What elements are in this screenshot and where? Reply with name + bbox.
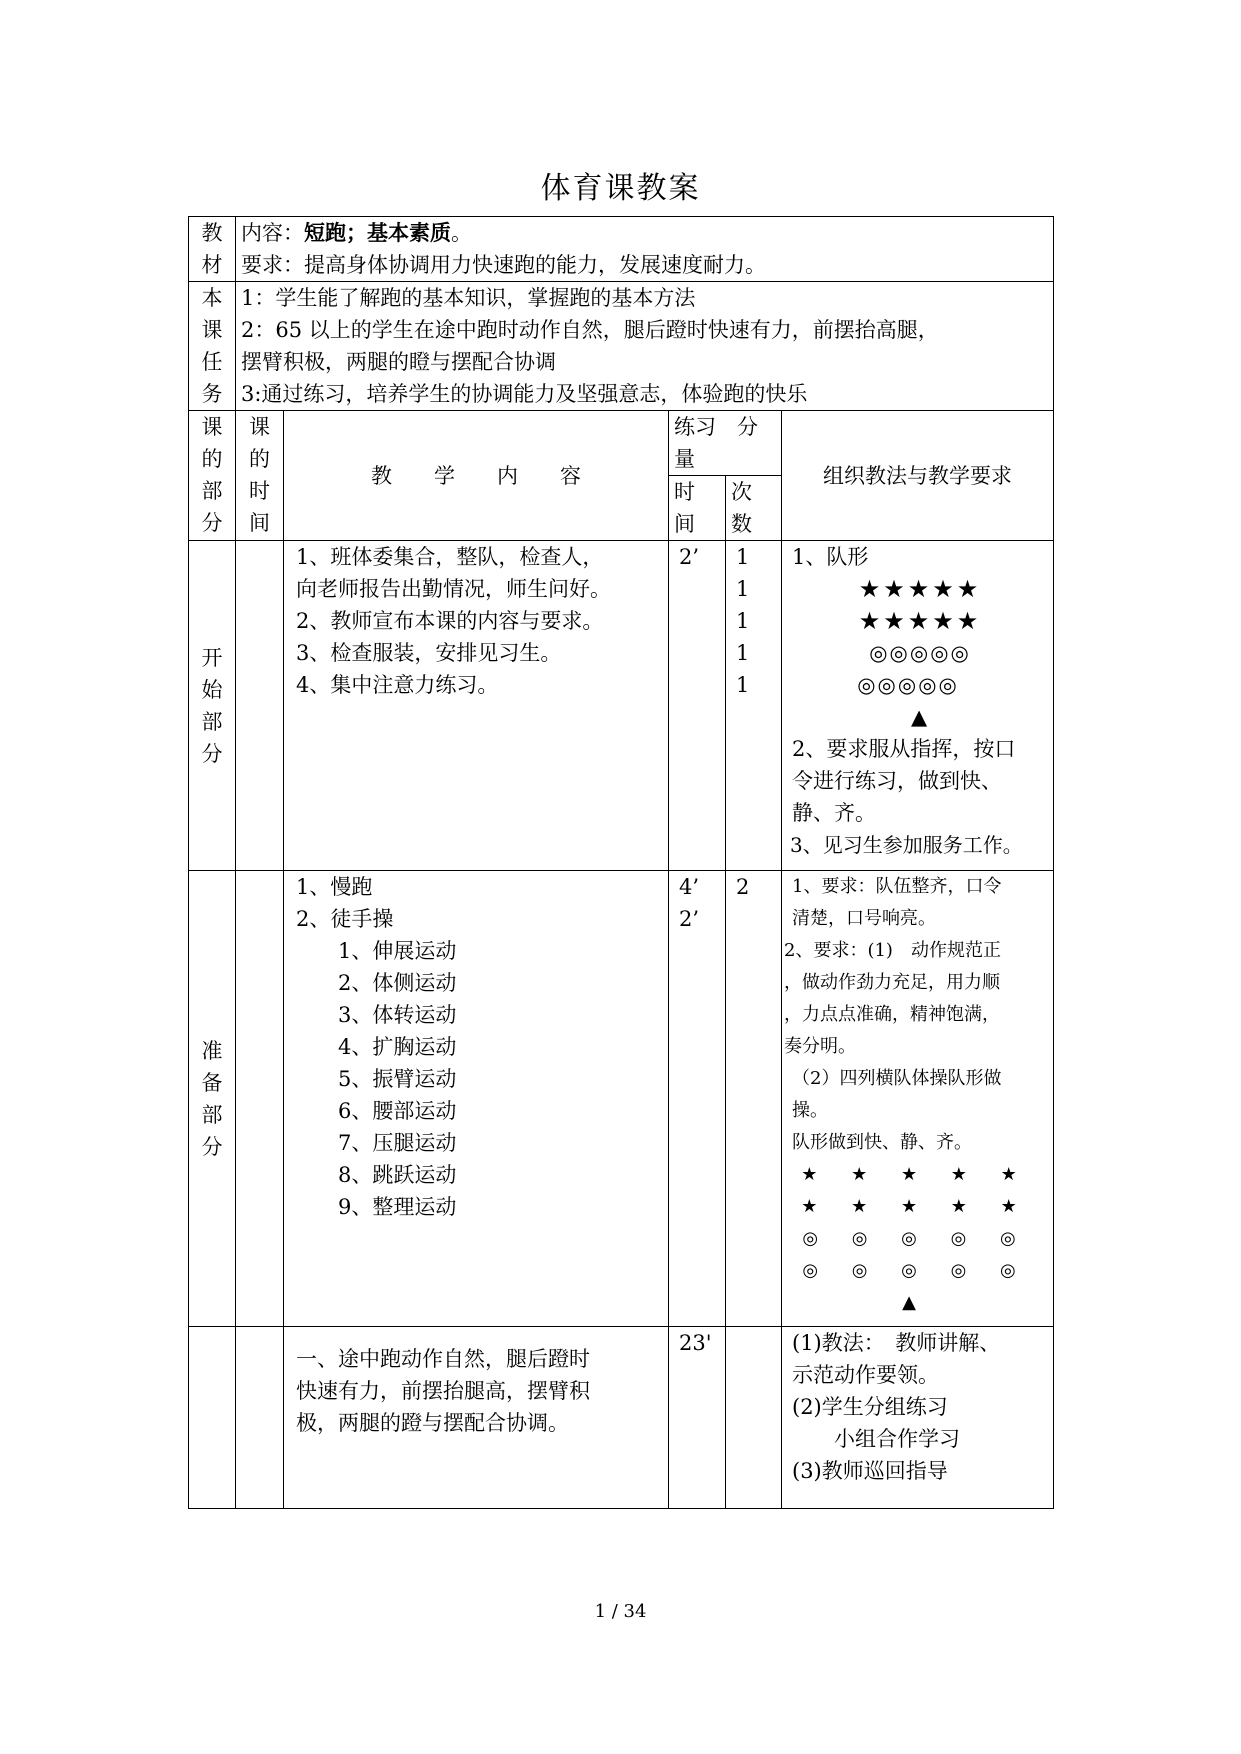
basic-part-label <box>189 1327 236 1509</box>
material-label: 教 材 <box>189 217 236 282</box>
prep-section-row <box>189 871 1054 1327</box>
formation-row-stars: ★ ★ ★ ★ ★ <box>801 1164 1031 1185</box>
prep-organization: 1、要求：队伍整齐，口令 清楚，口号响亮。 2、要求：(1) 动作规范正 ，做动作劲力充足，用力顺 ，力点点准确，精神饱满， 奏分明。 （2）四列横队体操队形做 操。 队形做到快、静、齐。 ★ ★ ★ ★ ★ ★ ★ ★ ★ ★ ◎ ◎ ◎ ◎ ◎ ◎ ◎ ◎ ◎ ◎ ▲ <box>782 871 1054 1327</box>
basic-duration: 23' <box>669 1327 726 1509</box>
start-part-label: 开 始 部 分 <box>189 541 236 871</box>
formation-row-circles: ◎ ◎ ◎ ◎ ◎ <box>802 1260 1030 1281</box>
header-count: 次 数 <box>726 476 782 541</box>
formation-row-stars: ★★★★★ <box>858 575 982 603</box>
tasks-label: 本 课 任 务 <box>189 282 236 411</box>
header-content: 教 学 内 容 <box>284 411 669 541</box>
header-organization: 组织教法与教学要求 <box>782 411 1054 541</box>
material-content: 内容：短跑；基本素质。 要求：提高身体协调用力快速跑的能力，发展速度耐力。 <box>236 217 1054 282</box>
start-section-row <box>189 541 1054 871</box>
prep-counts: 2 <box>726 871 782 1327</box>
formation-row-circles: ◎ ◎ ◎ ◎ ◎ <box>802 1228 1030 1249</box>
page-number: 1 / 34 <box>594 1601 647 1622</box>
prep-duration: 4’ 2’ <box>669 871 726 1327</box>
basic-organization: (1)教法： 教师讲解、 示范动作要领。 (2)学生分组练习 小组合作学习 (3)教师巡回指导 <box>782 1327 1054 1509</box>
header-duration: 时 间 <box>669 476 726 541</box>
teacher-triangle-icon: ▲ <box>902 1292 930 1313</box>
teacher-triangle-icon: ▲ <box>910 705 930 729</box>
page-title: 体育课教案 <box>540 171 701 206</box>
tasks-content: 1：学生能了解跑的基本知识，掌握跑的基本方法 2：65 以上的学生在途中跑时动作自然，腿后蹬时快速有力，前摆抬高腿， 摆臂积极，两腿的瞪与摆配合协调 3:通过练习，培养学生的协调能力及坚强意志，体验跑的快乐 <box>236 282 1054 411</box>
header-row <box>189 411 1054 476</box>
tasks-row <box>189 282 1054 411</box>
prep-time-cell <box>236 871 284 1327</box>
start-organization: 1、队形 ★★★★★ ★★★★★ ◎◎◎◎◎ ◎◎◎◎◎ ▲ 2、要求服从指挥，按口 令进行练习，做到快、 静、齐。 3、见习生参加服务工作。 <box>782 541 1054 871</box>
formation-row-circles: ◎◎◎◎◎ <box>857 673 959 697</box>
material-row <box>189 217 1054 282</box>
formation-row-stars: ★ ★ ★ ★ ★ <box>801 1196 1031 1217</box>
formation-row-stars: ★★★★★ <box>858 607 982 635</box>
prep-content: 1、慢跑 2、徒手操 1、伸展运动 2、体侧运动 3、体转运动 4、扩胸运动 5、振臂运动 6、腰部运动 7、压腿运动 8、跳跃运动 9、整理运动 <box>284 871 669 1327</box>
basic-content: 一、途中跑动作自然，腿后蹬时 快速有力，前摆抬腿高，摆臂积 极，两腿的蹬与摆配合协调。 <box>284 1327 669 1509</box>
start-time-cell <box>236 541 284 871</box>
header-time: 课 的 时 间 <box>236 411 284 541</box>
prep-part-label: 准 备 部 分 <box>189 871 236 1327</box>
basic-time-cell <box>236 1327 284 1509</box>
header-part: 课 的 部 分 <box>189 411 236 541</box>
basic-counts <box>726 1327 782 1509</box>
start-counts: 1 1 1 1 1 <box>726 541 782 871</box>
start-content: 1、班体委集合，整队，检查人， 向老师报告出勤情况，师生问好。 2、教师宣布本课的内容与要求。 3、检查服装，安排见习生。 4、集中注意力练习。 <box>284 541 669 871</box>
basic-section-row <box>189 1327 1054 1509</box>
lesson-plan-table <box>188 216 1054 1509</box>
start-duration: 2’ <box>669 541 726 871</box>
formation-row-circles: ◎◎◎◎◎ <box>869 641 971 665</box>
header-practice: 练习 分 量 <box>669 411 782 476</box>
